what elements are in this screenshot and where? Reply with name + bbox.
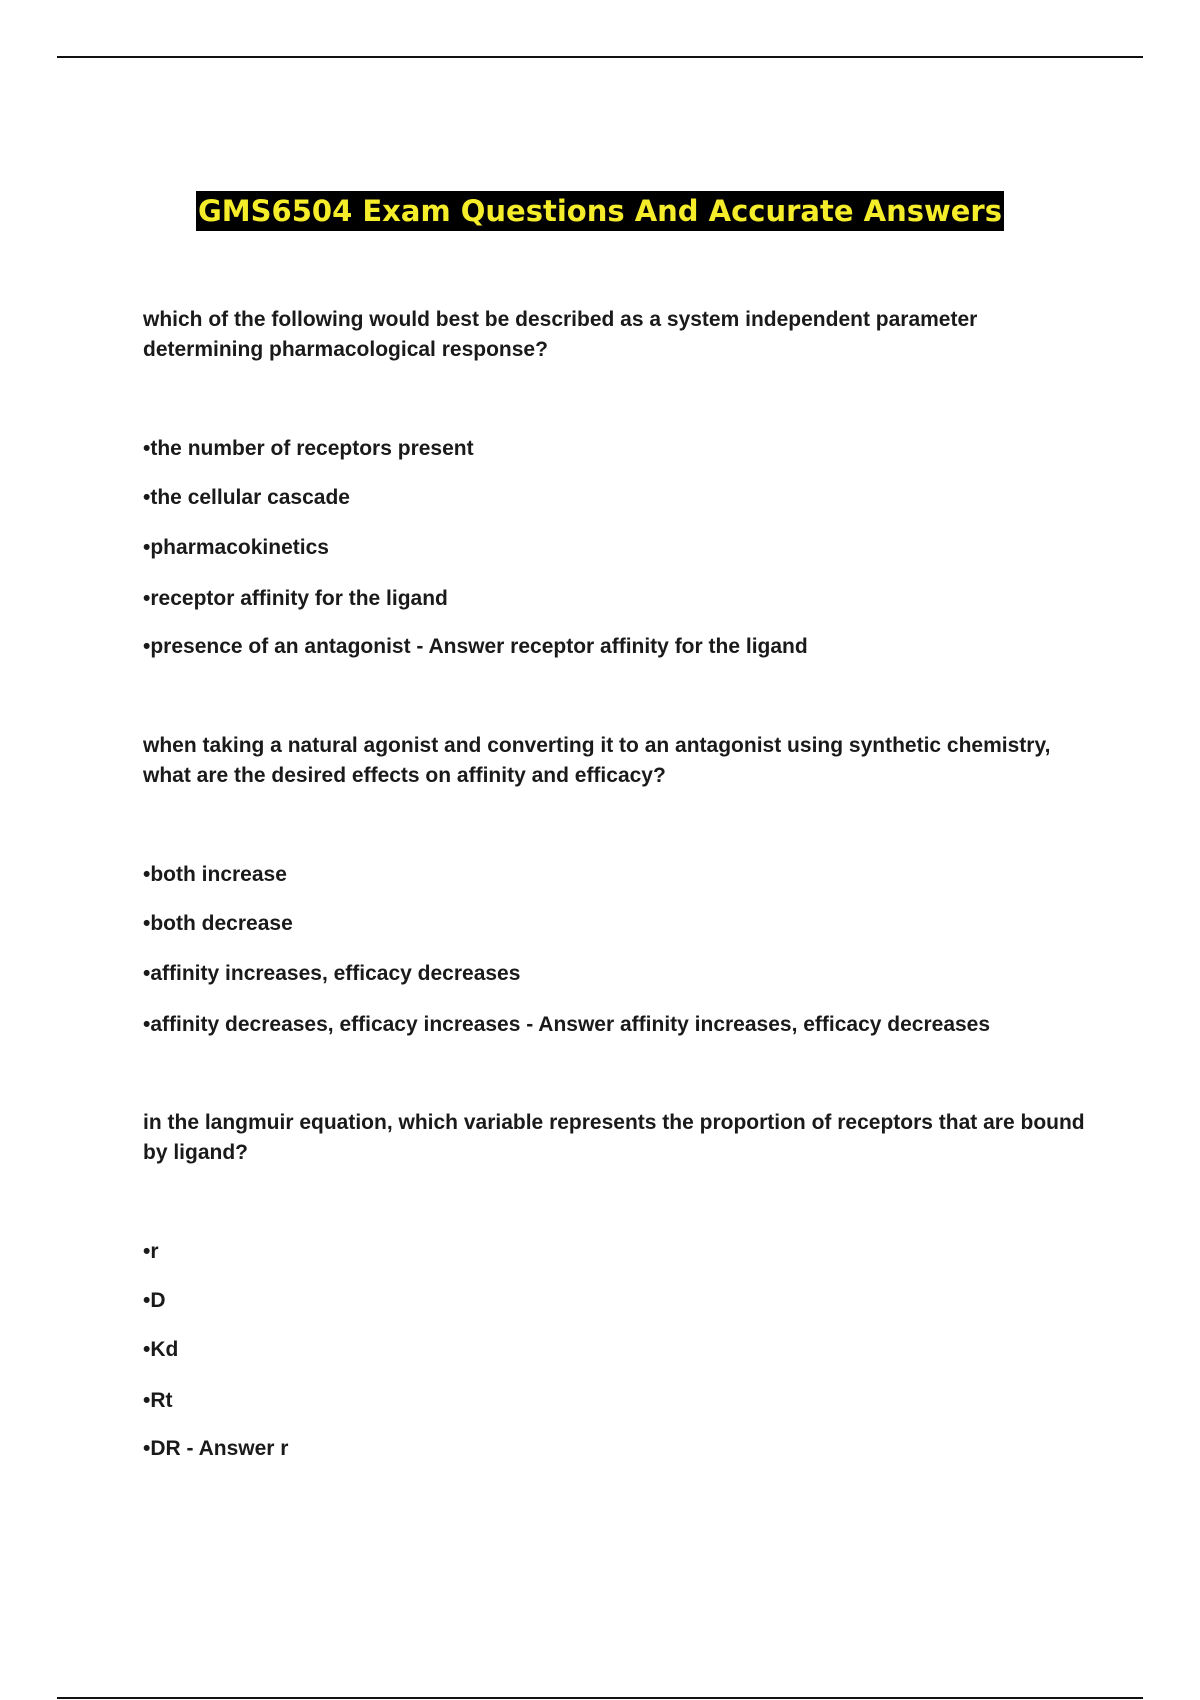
question-1: which of the following would best be described as a system independent parameter determining pharmacological response? xyxy=(143,308,978,361)
q2-option-2: •both decrease xyxy=(143,912,293,935)
q3-option-5-answer: •DR - Answer r xyxy=(143,1437,289,1460)
q1-option-1: •the number of receptors present xyxy=(143,437,474,460)
q1-option-3: •pharmacokinetics xyxy=(143,536,329,559)
q1-option-4: •receptor affinity for the ligand xyxy=(143,587,448,610)
header-rule xyxy=(57,56,1143,58)
q2-option-3: •affinity increases, efficacy decreases xyxy=(143,962,521,985)
question-3: in the langmuir equation, which variable represents the proportion of receptors that are bound by ligand? xyxy=(143,1111,1085,1164)
q2-option-4-answer: •affinity decreases, efficacy increases - Answer affinity increases, efficacy decreases xyxy=(143,1013,991,1036)
q1-option-2: •the cellular cascade xyxy=(143,486,350,509)
q3-option-1: •r xyxy=(143,1240,159,1263)
page-title: GMS6504 Exam Questions And Accurate Answers xyxy=(196,191,1004,231)
footer-rule xyxy=(57,1697,1143,1699)
title-container xyxy=(0,191,1200,231)
q3-option-4: •Rt xyxy=(143,1389,173,1412)
q2-option-1: •both increase xyxy=(143,863,287,886)
question-2: when taking a natural agonist and converting it to an antagonist using synthetic chemistry, what are the desired effects on affinity and efficacy? xyxy=(143,734,1051,787)
q3-option-3: •Kd xyxy=(143,1338,179,1361)
q1-option-5-answer: •presence of an antagonist - Answer receptor affinity for the ligand xyxy=(143,635,808,658)
q3-option-2: •D xyxy=(143,1289,166,1312)
